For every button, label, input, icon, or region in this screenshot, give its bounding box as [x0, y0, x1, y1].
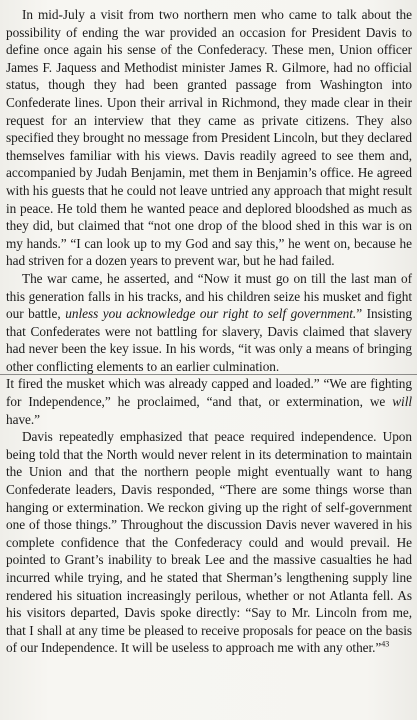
- paragraph-3: [6, 375, 412, 428]
- footnote-marker: 43: [381, 639, 390, 649]
- paragraph-4-text: Davis repeatedly emphasized that peace required independence. Upon being told that the North would never relent in its determination to maintain the Union and that the northern people might eventually want to hang Confederate leaders, Davis responded, “There are some things worse than hanging or extermination. We reckon giving up the right of self-government one of those things.” Throughout the discussion Davis never wavered in his complete confidence that the Confederacy could and would prevail. He pointed to Grant’s inability to break Lee and the massive casualties he had incurred while trying, and he stated that Sherman’s lengthening supply line rendered his situation increasingly perilous, whether or not Atlanta fell. As his visitors departed, Davis spoke directly: “Say to Mr. Lincoln from me, that I shall at any time be pleased to receive proposals for peace on the basis of our Independence. It will be useless to approach me with any other.”: [6, 429, 412, 656]
- paragraph-3-italic-word: will: [392, 394, 412, 410]
- paragraph-2-text-b: ” Insisting that Confederates were not battling for slavery, Davis claimed that slavery had never been the key issue. In his words, “it was only a means of bringing other conflicting elements to an earlier culmination.: [6, 306, 412, 374]
- paragraph-1: [6, 6, 412, 270]
- body-text: [6, 6, 412, 657]
- paragraph-3-text-b: have.”: [6, 411, 41, 427]
- paragraph-1-text: In mid-July a visit from two northern men who came to talk about the possibility of ending the war provided an occasion for President Davis to define once again his sense of the Confederacy. These men, Union officer James F. Jaquess and Methodist minister James R. Gilmore, had no official status, though they had been granted passage from Washington into Confederate lines. Upon their arrival in Richmond, they made clear in their request for an interview that they came as private citizens. They also specified they brought no message from President Lincoln, but they declared themselves familiar with his views. Davis readily agreed to see them and, accompanied by Judah Benjamin, met them in Benjamin’s office. He agreed with his guests that he could not leave untried any approach that might result in peace. He told them he wanted peace and deplored bloodshed as much as they did, but claimed that “not one drop of the blood shed in this war is on my hands.” “I can look up to my God and say this,” he went on, because he had striven for a dozen years to prevent war, but he had failed.: [6, 7, 412, 269]
- paragraph-2-text-a: The war came, he asserted, and “Now it must go on till the last man of this generation falls in his tracks, and his children seize his musket and fight our battle,: [6, 270, 412, 322]
- paragraph-2: [6, 270, 412, 376]
- paragraph-2-italic-phrase: unless you acknowledge our right to self government.: [65, 306, 357, 322]
- page-fold-line: [0, 374, 417, 375]
- paragraph-3-text-a: It fired the musket which was already capped and loaded.” “We are fighting for Independence,” he proclaimed, “and that, or extermination, we: [6, 376, 412, 410]
- paragraph-4: [6, 428, 412, 657]
